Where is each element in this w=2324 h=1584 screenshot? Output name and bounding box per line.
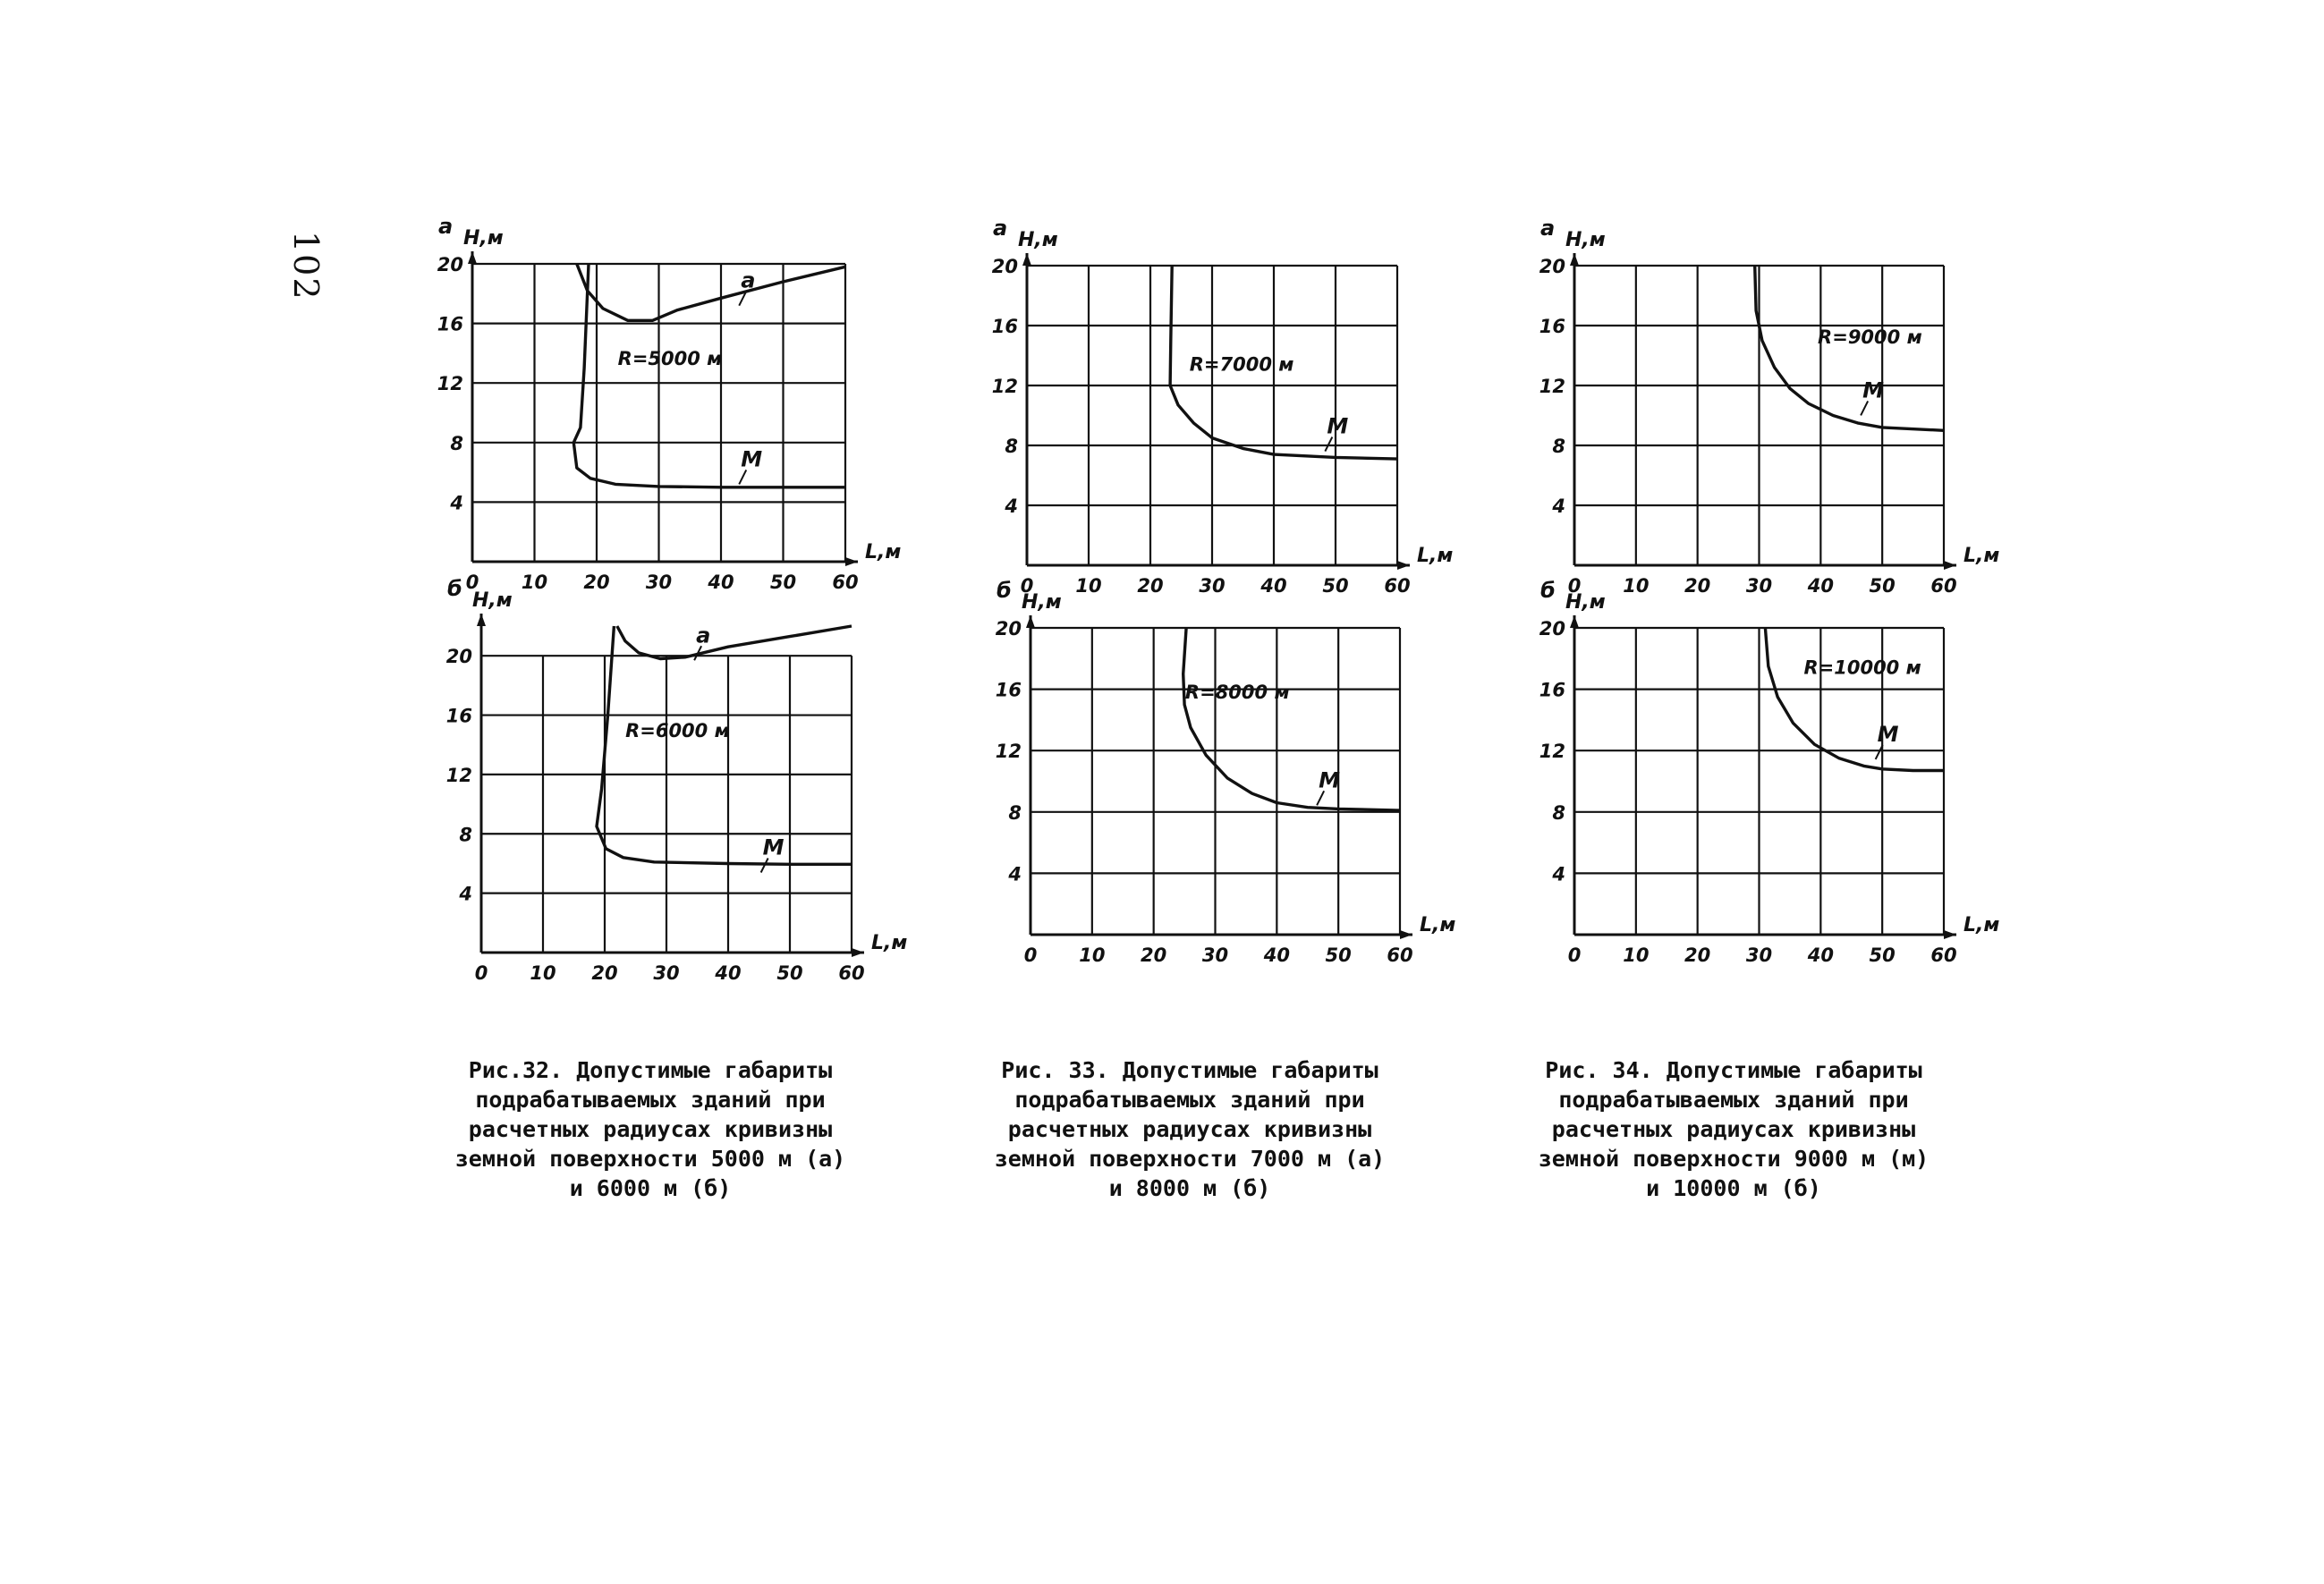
x-axis-arrow	[1397, 561, 1410, 570]
x-tick-label: 60	[1930, 944, 1957, 966]
x-tick-label: 0	[1567, 575, 1582, 597]
y-tick-label: 4	[1552, 863, 1565, 885]
y-tick-label: 8	[450, 432, 463, 454]
panel-letter: б	[447, 576, 462, 601]
radius-annotation: R=7000 м	[1189, 353, 1294, 376]
panel-letter: б	[997, 578, 1012, 603]
radius-annotation: R=9000 м	[1818, 326, 1922, 349]
x-axis-label: L,м	[865, 541, 902, 563]
panel-letter: б	[1540, 578, 1556, 603]
y-tick-label: 16	[1539, 679, 1565, 701]
x-tick-label: 0	[1020, 575, 1034, 597]
series-line-m	[1765, 628, 1944, 771]
x-tick-label: 0	[465, 572, 479, 593]
x-tick-label: 60	[838, 962, 865, 984]
y-tick-label: 20	[437, 254, 463, 275]
x-tick-label: 30	[645, 572, 673, 593]
radius-annotation: R=5000 м	[617, 348, 723, 370]
y-tick-label: 8	[1552, 436, 1565, 457]
caption-line: и 6000 м (б)	[569, 1175, 732, 1201]
x-tick-label: 60	[1930, 575, 1957, 597]
series-label-leader	[1317, 791, 1324, 805]
x-tick-label: 30	[1201, 944, 1229, 966]
caption-line: расчетных радиусах кривизны	[1551, 1116, 1916, 1142]
x-tick-label: 40	[1263, 944, 1290, 966]
y-tick-label: 4	[459, 883, 472, 905]
y-tick-label: 4	[1552, 496, 1565, 517]
caption-line: расчетных радиусах кривизны	[1007, 1116, 1372, 1142]
series-label: М	[741, 446, 763, 472]
x-tick-label: 20	[1684, 575, 1711, 597]
x-tick-label: 30	[1745, 944, 1773, 966]
y-axis-arrow	[1570, 253, 1579, 266]
figure-32-caption	[400, 1055, 901, 1203]
y-tick-label: 12	[1539, 376, 1565, 397]
x-tick-label: 0	[1567, 944, 1582, 966]
radius-annotation: R=6000 м	[625, 720, 730, 742]
series-label-leader	[1861, 401, 1868, 415]
figure-33-caption	[939, 1055, 1440, 1203]
x-tick-label: 10	[1075, 575, 1102, 597]
x-tick-label: 20	[1137, 575, 1164, 597]
y-tick-label: 8	[1008, 801, 1022, 824]
x-axis-label: L,м	[1420, 914, 1456, 936]
x-tick-label: 60	[832, 572, 859, 593]
series-line-m	[597, 626, 852, 864]
series-label: а	[696, 623, 711, 648]
x-tick-label: 10	[1623, 944, 1650, 966]
caption-line: земной поверхности 7000 м (а)	[994, 1146, 1386, 1172]
x-tick-label: 20	[1684, 944, 1711, 966]
x-tick-label: 10	[521, 572, 548, 593]
figure-34-caption	[1483, 1055, 1984, 1203]
x-tick-label: 50	[1869, 944, 1896, 966]
caption-line: земной поверхности 9000 м (м)	[1538, 1146, 1930, 1172]
x-tick-label: 30	[653, 962, 680, 984]
x-axis-arrow	[852, 948, 864, 957]
series-label-leader	[739, 470, 746, 484]
y-tick-label: 16	[437, 313, 463, 335]
series-label: М	[1319, 767, 1341, 793]
y-tick-label: 16	[995, 679, 1022, 701]
y-tick-label: 16	[991, 316, 1018, 337]
x-tick-label: 10	[1079, 944, 1106, 966]
x-tick-label: 40	[708, 572, 734, 593]
x-tick-label: 60	[1384, 575, 1411, 597]
y-tick-label: 8	[1005, 436, 1018, 457]
y-axis-arrow	[1026, 615, 1035, 628]
y-tick-label: 20	[1539, 256, 1565, 277]
series-line-m	[573, 264, 845, 487]
caption-line: подрабатываемых зданий при	[1014, 1087, 1365, 1113]
x-tick-label: 30	[1199, 575, 1226, 597]
x-axis-arrow	[845, 557, 858, 566]
y-tick-label: 20	[445, 646, 472, 668]
caption-line: и 10000 м (б)	[1646, 1175, 1821, 1201]
y-tick-label: 4	[450, 492, 463, 514]
caption-line: земной поверхности 5000 м (а)	[454, 1146, 846, 1172]
caption-line: Рис. 34. Допустимые габариты	[1545, 1057, 1922, 1083]
x-tick-label: 60	[1387, 944, 1413, 966]
x-axis-label: L,м	[1417, 545, 1454, 567]
caption-line: Рис.32. Допустимые габариты	[468, 1057, 833, 1083]
series-label: М	[1327, 413, 1349, 439]
caption-line: расчетных радиусах кривизны	[468, 1116, 833, 1142]
y-tick-label: 12	[445, 764, 472, 786]
y-tick-label: 8	[459, 824, 472, 846]
y-tick-label: 20	[1539, 618, 1565, 640]
y-axis-arrow	[1022, 253, 1031, 266]
x-tick-label: 10	[530, 962, 556, 984]
panel-letter: а	[1540, 216, 1556, 241]
series-label: М	[1862, 377, 1885, 403]
x-tick-label: 20	[1141, 944, 1167, 966]
y-axis-label: Н,м	[1565, 591, 1606, 614]
y-tick-label: 12	[1539, 741, 1565, 763]
x-tick-label: 20	[591, 962, 618, 984]
series-label: М	[762, 834, 785, 860]
x-tick-label: 50	[1325, 944, 1352, 966]
caption-line: подрабатываемых зданий при	[1558, 1087, 1909, 1113]
y-tick-label: 16	[1539, 316, 1565, 337]
page-number: 102	[286, 231, 326, 301]
caption-line: подрабатываемых зданий при	[475, 1087, 826, 1113]
series-line-a	[577, 264, 845, 320]
y-tick-label: 12	[437, 373, 463, 395]
x-tick-label: 40	[1807, 944, 1834, 966]
y-axis-label: Н,м	[1565, 229, 1606, 251]
x-tick-label: 0	[1023, 944, 1038, 966]
x-axis-arrow	[1944, 561, 1956, 570]
y-tick-label: 4	[1008, 863, 1022, 885]
y-axis-label: Н,м	[1022, 591, 1062, 614]
y-axis-arrow	[468, 251, 477, 264]
y-axis-label: Н,м	[463, 227, 504, 250]
y-tick-label: 20	[991, 256, 1018, 277]
x-axis-label: L,м	[871, 932, 908, 954]
y-tick-label: 16	[445, 705, 472, 727]
x-tick-label: 0	[474, 962, 488, 984]
radius-annotation: R=8000 м	[1184, 681, 1290, 703]
x-tick-label: 10	[1623, 575, 1650, 597]
x-axis-label: L,м	[1964, 914, 2000, 936]
x-axis-arrow	[1400, 930, 1412, 939]
x-tick-label: 40	[715, 962, 742, 984]
series-label: а	[741, 267, 756, 293]
series-line-a	[617, 626, 852, 659]
series-line-m	[1755, 266, 1944, 430]
y-axis-label: Н,м	[472, 589, 513, 612]
x-tick-label: 50	[1869, 575, 1896, 597]
y-tick-label: 20	[995, 618, 1022, 640]
x-axis-arrow	[1944, 930, 1956, 939]
x-tick-label: 50	[776, 962, 803, 984]
x-tick-label: 30	[1745, 575, 1773, 597]
x-tick-label: 40	[1260, 575, 1287, 597]
x-tick-label: 50	[1322, 575, 1349, 597]
y-axis-arrow	[1570, 615, 1579, 628]
panel-letter: а	[438, 214, 454, 239]
radius-annotation: R=10000 м	[1803, 656, 1921, 679]
x-axis-label: L,м	[1964, 545, 2000, 567]
y-tick-label: 12	[995, 741, 1022, 763]
y-tick-label: 8	[1552, 801, 1565, 824]
y-tick-label: 4	[1005, 496, 1018, 517]
series-label: М	[1877, 721, 1899, 747]
series-label-leader	[1325, 437, 1332, 452]
y-tick-label: 12	[991, 376, 1018, 397]
y-axis-arrow	[477, 614, 486, 626]
caption-line: и 8000 м (б)	[1108, 1175, 1271, 1201]
x-tick-label: 40	[1807, 575, 1834, 597]
caption-line: Рис. 33. Допустимые габариты	[1001, 1057, 1378, 1083]
x-tick-label: 50	[769, 572, 797, 593]
x-tick-label: 20	[583, 572, 610, 593]
y-axis-label: Н,м	[1018, 229, 1058, 251]
panel-letter: а	[993, 216, 1008, 241]
